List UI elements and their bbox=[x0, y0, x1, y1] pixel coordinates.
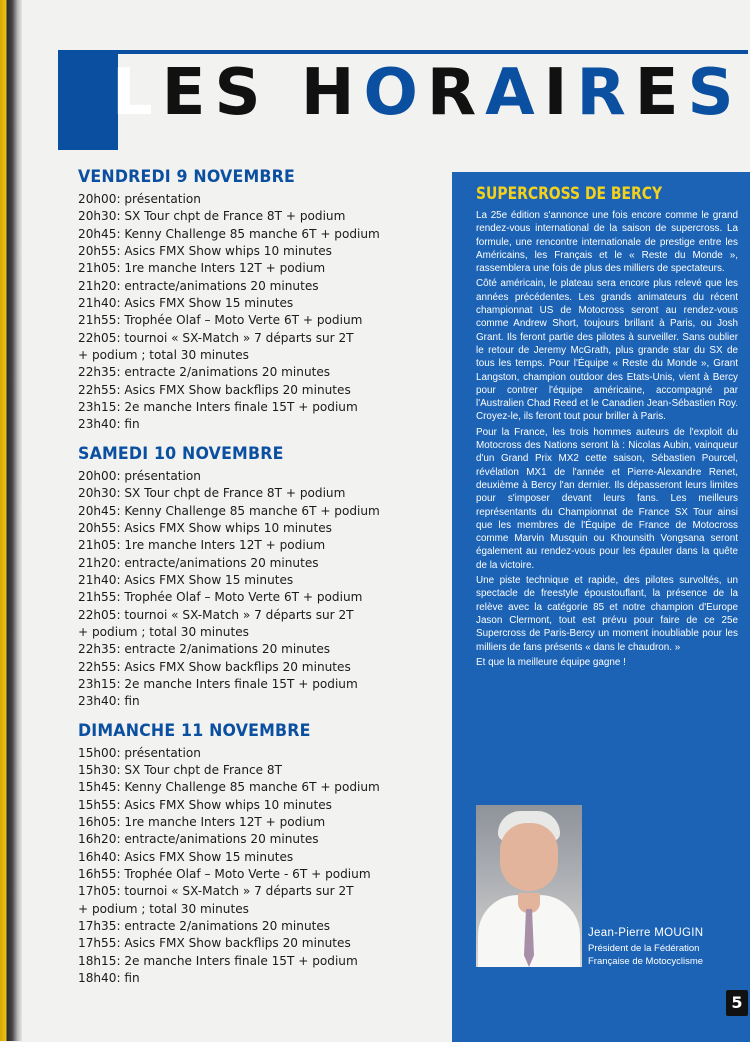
entry-description: + podium ; total 30 minutes bbox=[78, 623, 249, 639]
entry-time: 22h55 bbox=[78, 658, 117, 674]
schedule-entry bbox=[78, 502, 433, 519]
page-title bbox=[112, 58, 743, 128]
sidebar-paragraph: Une piste technique et rapide, des pilotes survoltés, un spectacle de freestyle époustouflant, la présence de la relève avec la catégorie 85 et notre champion d'Europe Jason Clermont, tout est prévu pour faire de ce 25e Supercross de Paris-Bercy un moment inoubliable pour les milliers de fans présents « dans le chaudron. » bbox=[476, 575, 738, 653]
schedule-entry bbox=[78, 346, 433, 363]
entry-description: : 2e manche Inters finale 15T + podium bbox=[116, 675, 358, 691]
entry-time: 22h05 bbox=[78, 606, 117, 622]
entry-description: : fin bbox=[116, 693, 140, 709]
entry-description: : entracte/animations 20 minutes bbox=[116, 831, 319, 847]
schedule-entry bbox=[78, 381, 433, 398]
title-e: E bbox=[634, 56, 688, 130]
entry-description: : 1re manche Inters 12T + podium bbox=[116, 260, 326, 276]
entry-time: 21h05 bbox=[78, 537, 117, 553]
portrait-photo bbox=[476, 805, 582, 967]
schedule-entry bbox=[78, 277, 433, 294]
schedule-entry bbox=[78, 571, 433, 588]
day-heading: DIMANCHE 11 NOVEMBRE bbox=[78, 720, 311, 741]
entry-time: 21h55 bbox=[78, 312, 117, 328]
page-number: 5 bbox=[726, 990, 748, 1016]
entry-description: : entracte/animations 20 minutes bbox=[116, 554, 319, 570]
entry-time: 15h30 bbox=[78, 761, 117, 777]
day-block bbox=[78, 720, 448, 987]
signature-name: Jean-Pierre MOUGIN bbox=[588, 927, 704, 939]
entry-time: 17h55 bbox=[78, 935, 117, 951]
entry-time: 18h15 bbox=[78, 952, 117, 968]
entry-description: : entracte/animations 20 minutes bbox=[116, 277, 319, 293]
title-s: S bbox=[687, 56, 743, 130]
schedule-entry bbox=[78, 294, 433, 311]
schedule-entry bbox=[78, 415, 433, 432]
schedule-entry bbox=[78, 830, 433, 847]
schedule-entry bbox=[78, 259, 433, 276]
entry-time: 21h20 bbox=[78, 277, 117, 293]
entry-description: : fin bbox=[116, 416, 140, 432]
entry-time: 15h00 bbox=[78, 744, 117, 760]
title-es: ES bbox=[161, 56, 301, 130]
entry-time: 22h35 bbox=[78, 641, 117, 657]
entry-description: : tournoi « SX-Match » 7 départs sur 2T bbox=[116, 883, 354, 899]
schedule-entry bbox=[78, 796, 433, 813]
entry-time: 21h55 bbox=[78, 589, 117, 605]
entry-time: 20h45 bbox=[78, 225, 117, 241]
schedule-entry bbox=[78, 778, 433, 795]
entry-time: 20h55 bbox=[78, 243, 117, 259]
entry-time: 21h40 bbox=[78, 295, 117, 311]
entry-description: : Asics FMX Show whips 10 minutes bbox=[116, 519, 332, 535]
schedule-entry bbox=[78, 917, 433, 934]
sidebar-paragraph: La 25e édition s'annonce une fois encore comme le grand rendez-vous international de la saison de supercross. La formule, une rencontre internationale de prestige entre les Américains, les Français et le « Reste du Monde », rassemblera une fois de plus des milliers de spectateurs. bbox=[476, 210, 738, 275]
entry-description: : 2e manche Inters finale 15T + podium bbox=[116, 399, 358, 415]
entry-time: 23h15 bbox=[78, 675, 117, 691]
schedule-entry bbox=[78, 969, 433, 986]
entry-description: : Trophée Olaf – Moto Verte 6T + podium bbox=[116, 312, 363, 328]
schedule-entry bbox=[78, 207, 433, 224]
entry-description: : 2e manche Inters finale 15T + podium bbox=[116, 952, 358, 968]
title-o: O bbox=[363, 56, 427, 130]
schedule-entry bbox=[78, 623, 433, 640]
schedule-entry bbox=[78, 398, 433, 415]
sidebar-paragraph: Pour la France, les trois hommes auteurs de l'exploit du Motocross des Nations seront là : Nicolas Aubin, vainqueur d'un Grand Prix MX2 cette saison, Sébastien Pourcel, révélation MX1 de l'année et Pierre-Alexandre Renet, deuxième à Bercy l'an dernier. Ils dépasseront leurs limites pour s'imposer devant leurs fans. Les meilleurs représentants du Championnat de France SX Tour ainsi que les membres de l'Équipe de France de Motocross comme Marvin Musquin ou Khounsith Vongsana seront également au rendez-vous pour les épauler dans la quête de la victoire. bbox=[476, 426, 738, 571]
schedule-entry bbox=[78, 536, 433, 553]
schedule-entry bbox=[78, 329, 433, 346]
entry-description: : Asics FMX Show backflips 20 minutes bbox=[116, 935, 351, 951]
title-r: R bbox=[426, 56, 486, 130]
entry-description: : Asics FMX Show 15 minutes bbox=[116, 571, 294, 587]
schedule-entry bbox=[78, 882, 433, 899]
schedule-entry bbox=[78, 952, 433, 969]
schedule-entry bbox=[78, 519, 433, 536]
signature-role bbox=[588, 942, 703, 968]
schedule-entry bbox=[78, 190, 433, 207]
schedule-entry bbox=[78, 588, 433, 605]
schedule-entry bbox=[78, 640, 433, 657]
title-letter-l: L bbox=[112, 56, 162, 130]
entry-description: : entracte 2/animations 20 minutes bbox=[116, 641, 331, 657]
entry-time: 20h30 bbox=[78, 485, 117, 501]
sidebar-paragraph: Et que la meilleure équipe gagne ! bbox=[476, 656, 626, 668]
entry-time: 23h40 bbox=[78, 416, 117, 432]
entry-time: 20h45 bbox=[78, 502, 117, 518]
schedule-entry bbox=[78, 311, 433, 328]
entry-time: 18h40 bbox=[78, 970, 117, 986]
schedule-list bbox=[78, 166, 448, 996]
sidebar-paragraph: Côté américain, le plateau sera encore plus relevé que les années précédentes. Les grands animateurs du récent championnat US de Motocross seront au rendez-vous comme Andrew Short, toujours brillant à Paris, ou Josh Grant. Ils feront partie des pilotes à surveiller. Sans oublier le retour de Jeremy McGrath, plus grande star du SX de tous les temps. Pour l'Équipe « Reste du Monde », Grant Langston, champion outdoor des Etats-Unis, vient à Bercy pour contrer l'équipe américaine, accompagné par l'Australien Chad Reed et le Canadien Jean-Sébastien Roy. Croyez-le, ils feront tout pour briller à Paris. bbox=[476, 278, 738, 423]
entry-description: : présentation bbox=[116, 191, 201, 206]
entry-description: : présentation bbox=[116, 744, 201, 760]
schedule-entry bbox=[78, 934, 433, 951]
entry-description: : Kenny Challenge 85 manche 6T + podium bbox=[116, 225, 380, 241]
schedule-entry bbox=[78, 675, 433, 692]
schedule-entry bbox=[78, 484, 433, 501]
schedule-entry bbox=[78, 900, 433, 917]
signature-role-line: Président de la Fédération bbox=[588, 943, 700, 954]
entry-description: : 1re manche Inters 12T + podium bbox=[116, 814, 326, 829]
entry-time: 15h45 bbox=[78, 779, 117, 795]
day-block bbox=[78, 166, 448, 433]
entry-description: : Asics FMX Show whips 10 minutes bbox=[116, 796, 332, 812]
entry-description: : SX Tour chpt de France 8T bbox=[116, 761, 283, 777]
entry-description: : présentation bbox=[116, 467, 201, 483]
entry-description: : Asics FMX Show backflips 20 minutes bbox=[116, 658, 351, 674]
entry-description: : Asics FMX Show backflips 20 minutes bbox=[116, 381, 351, 397]
entry-description: : tournoi « SX-Match » 7 départs sur 2T bbox=[116, 606, 354, 622]
entry-description: : SX Tour chpt de France 8T + podium bbox=[116, 208, 346, 224]
entry-description: + podium ; total 30 minutes bbox=[78, 900, 249, 916]
entry-time: 22h35 bbox=[78, 364, 117, 380]
entry-time: 20h00 bbox=[78, 467, 117, 483]
sidebar-title: SUPERCROSS DE BERCY bbox=[476, 184, 663, 204]
entry-time: 23h40 bbox=[78, 693, 117, 709]
schedule-entry bbox=[78, 692, 433, 709]
entry-description: : 1re manche Inters 12T + podium bbox=[116, 537, 326, 553]
title-blue-block bbox=[58, 50, 118, 150]
schedule-entry bbox=[78, 761, 433, 778]
title-r2: R bbox=[576, 56, 635, 130]
title-h: H bbox=[300, 56, 364, 130]
entry-description: : Kenny Challenge 85 manche 6T + podium bbox=[116, 779, 380, 795]
entry-time: 21h05 bbox=[78, 260, 117, 276]
title-accent-bar bbox=[58, 50, 748, 54]
signature-role-line: Française de Motocyclisme bbox=[588, 956, 704, 967]
entry-description: : entracte 2/animations 20 minutes bbox=[116, 364, 331, 380]
entry-time: 16h40 bbox=[78, 848, 117, 864]
schedule-entry bbox=[78, 225, 433, 242]
entry-time: 22h05 bbox=[78, 329, 117, 345]
schedule-entry bbox=[78, 554, 433, 571]
entry-time: 16h55 bbox=[78, 866, 117, 882]
day-block bbox=[78, 443, 448, 710]
title-a: A bbox=[485, 56, 544, 130]
schedule-entry bbox=[78, 658, 433, 675]
schedule-entry bbox=[78, 242, 433, 259]
entry-description: : tournoi « SX-Match » 7 départs sur 2T bbox=[116, 329, 354, 345]
schedule-entry bbox=[78, 848, 433, 865]
entry-description: : SX Tour chpt de France 8T + podium bbox=[116, 485, 346, 501]
entry-time: 21h40 bbox=[78, 571, 117, 587]
entry-time: 20h00 bbox=[78, 191, 117, 206]
day-heading: SAMEDI 10 NOVEMBRE bbox=[78, 443, 284, 464]
entry-time: 16h05 bbox=[78, 814, 117, 829]
entry-description: : Kenny Challenge 85 manche 6T + podium bbox=[116, 502, 380, 518]
entry-time: 17h05 bbox=[78, 883, 117, 899]
schedule-entry bbox=[78, 744, 433, 761]
entry-time: 21h20 bbox=[78, 554, 117, 570]
portrait-face bbox=[500, 823, 558, 891]
binding-edge bbox=[0, 0, 22, 1041]
sidebar-text bbox=[476, 209, 738, 671]
entry-description: : Asics FMX Show whips 10 minutes bbox=[116, 243, 332, 259]
entry-description: + podium ; total 30 minutes bbox=[78, 347, 249, 363]
entry-time: 20h55 bbox=[78, 519, 117, 535]
entry-description: : Trophée Olaf – Moto Verte - 6T + podium bbox=[116, 866, 371, 882]
schedule-entry bbox=[78, 467, 433, 484]
entry-description: : entracte 2/animations 20 minutes bbox=[116, 918, 331, 934]
schedule-entry bbox=[78, 813, 433, 830]
entry-description: : Trophée Olaf – Moto Verte 6T + podium bbox=[116, 589, 363, 605]
title-i: I bbox=[543, 56, 577, 130]
entry-description: : Asics FMX Show 15 minutes bbox=[116, 295, 294, 311]
entry-description: : fin bbox=[116, 970, 140, 986]
entry-time: 23h15 bbox=[78, 399, 117, 415]
schedule-entry bbox=[78, 606, 433, 623]
entry-description: : Asics FMX Show 15 minutes bbox=[116, 848, 294, 864]
entry-time: 20h30 bbox=[78, 208, 117, 224]
day-heading: VENDREDI 9 NOVEMBRE bbox=[78, 167, 295, 187]
schedule-entry bbox=[78, 363, 433, 380]
entry-time: 16h20 bbox=[78, 831, 117, 847]
entry-time: 22h55 bbox=[78, 381, 117, 397]
schedule-entry bbox=[78, 865, 433, 882]
entry-time: 17h35 bbox=[78, 918, 117, 934]
entry-time: 15h55 bbox=[78, 796, 117, 812]
